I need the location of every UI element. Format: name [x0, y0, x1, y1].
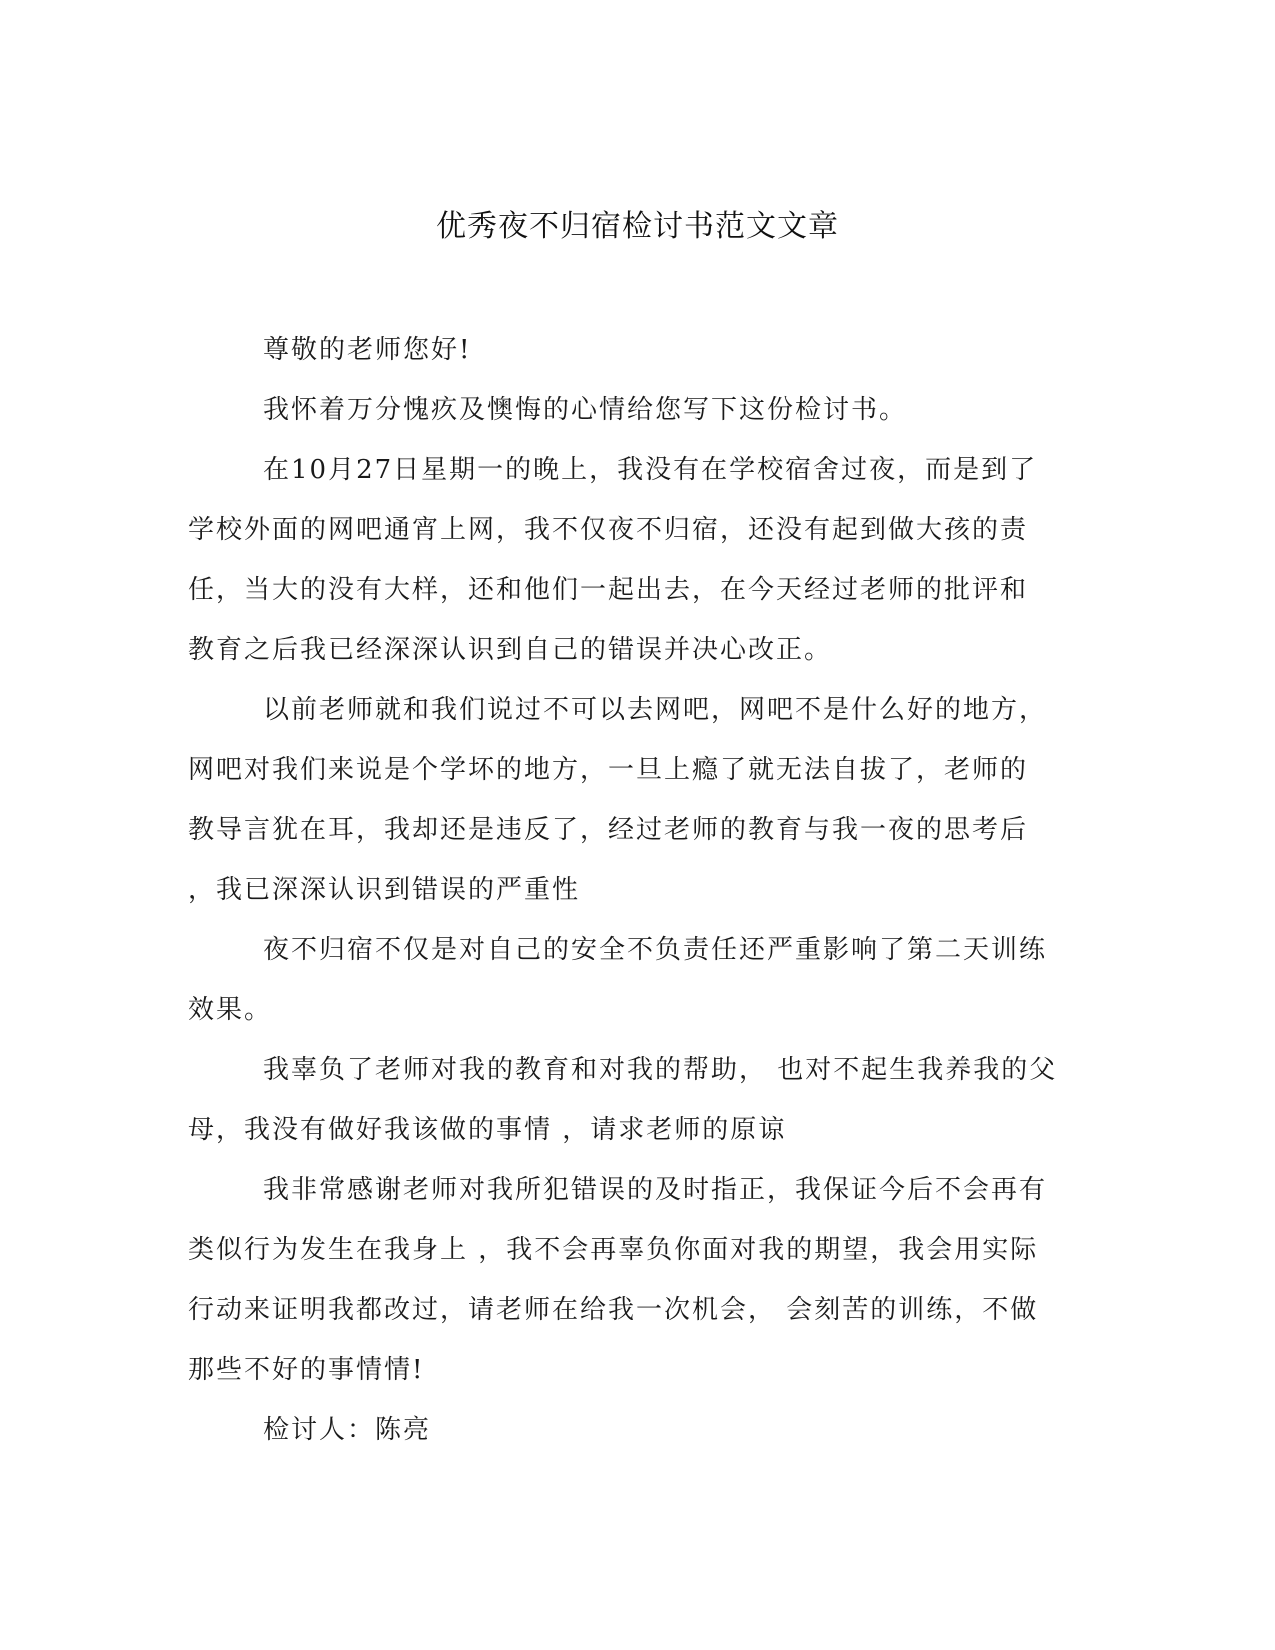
- paragraph-line: 在10月27日星期一的晚上，我没有在学校宿舍过夜，而是到了: [263, 455, 1038, 485]
- paragraph-line: ，我已深深认识到错误的严重性: [188, 875, 581, 905]
- signature-line: 检讨人：陈亮: [263, 1415, 432, 1445]
- paragraph-line: 那些不好的事情情!: [188, 1355, 425, 1385]
- paragraph-line: 我怀着万分愧疚及懊悔的心情给您写下这份检讨书。: [263, 395, 908, 425]
- paragraph-line: 夜不归宿不仅是对自己的安全不负责任还严重影响了第二天训练: [263, 935, 1048, 965]
- paragraph-line: 行动来证明我都改过，请老师在给我一次机会， 会刻苦的训练，不做: [188, 1295, 1039, 1325]
- paragraph-line: 我辜负了老师对我的教育和对我的帮助， 也对不起生我养我的父: [263, 1055, 1058, 1085]
- paragraph-line: 网吧对我们来说是个学坏的地方，一旦上瘾了就无法自拔了，老师的: [188, 755, 1029, 785]
- document-body: [188, 320, 1068, 1460]
- paragraph-line: 我非常感谢老师对我所犯错误的及时指正，我保证今后不会再有: [263, 1175, 1048, 1205]
- paragraph-line: 任，当大的没有大样，还和他们一起出去，在今天经过老师的批评和: [188, 575, 1029, 605]
- salutation-line: 尊敬的老师您好!: [263, 335, 472, 365]
- paragraph-line: 以前老师就和我们说过不可以去网吧，网吧不是什么好的地方，: [263, 695, 1048, 725]
- paragraph-line: 母，我没有做好我该做的事情 ，请求老师的原谅: [188, 1115, 787, 1145]
- paragraph-line: 学校外面的网吧通宵上网，我不仅夜不归宿，还没有起到做大孩的责: [188, 515, 1029, 545]
- paragraph-line: 教育之后我已经深深认识到自己的错误并决心改正。: [188, 635, 833, 665]
- paragraph-line: 效果。: [188, 995, 273, 1025]
- paragraph-line: 教导言犹在耳，我却还是违反了，经过老师的教育与我一夜的思考后: [188, 815, 1029, 845]
- document-title: 优秀夜不归宿检讨书范文文章: [436, 209, 839, 244]
- paragraph-line: 类似行为发生在我身上 ，我不会再辜负你面对我的期望，我会用实际: [188, 1235, 1039, 1265]
